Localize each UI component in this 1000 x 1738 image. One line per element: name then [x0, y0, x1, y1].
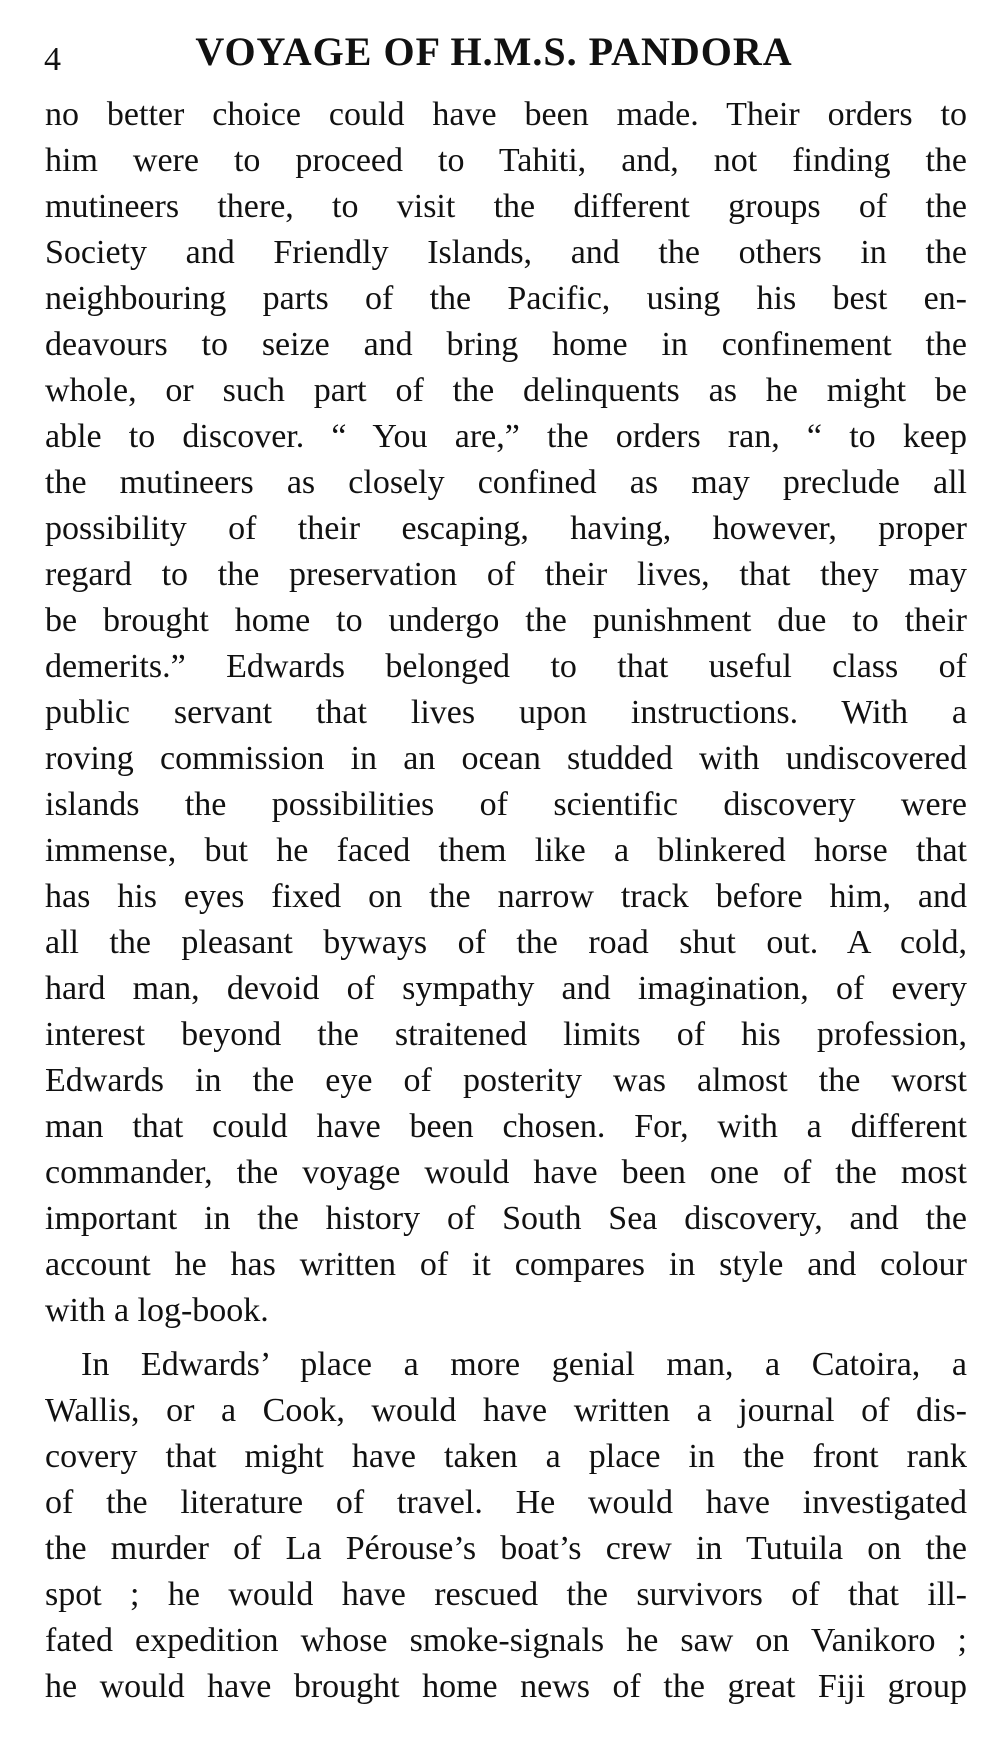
text-line: man that could have been chosen. For, with a different: [45, 1108, 967, 1145]
page-title: VOYAGE OF H.M.S. PANDORA: [195, 29, 793, 74]
text-line: he would have brought home news of the great Fiji group: [45, 1668, 967, 1705]
text-line: of the literature of travel. He would have investigated: [45, 1484, 967, 1521]
text-line: fated expedition whose smoke-signals he saw on Vanikoro ;: [45, 1622, 967, 1659]
text-line: demerits.” Edwards belonged to that useful class of: [45, 648, 967, 685]
text-line: Edwards in the eye of posterity was almost the worst: [45, 1062, 967, 1099]
body-text: [45, 92, 967, 1710]
text-line: islands the possibilities of scientific discovery were: [45, 786, 967, 823]
text-line: possibility of their escaping, having, however, proper: [45, 510, 967, 547]
text-line: him were to proceed to Tahiti, and, not finding the: [45, 142, 967, 179]
text-line: be brought home to undergo the punishment due to their: [45, 602, 967, 639]
text-line: has his eyes fixed on the narrow track before him, and: [45, 878, 967, 915]
text-line: covery that might have taken a place in the front rank: [45, 1438, 967, 1475]
text-line: regard to the preservation of their lives, that they may: [45, 556, 967, 593]
text-line: interest beyond the straitened limits of his profession,: [45, 1016, 967, 1053]
text-line: immense, but he faced them like a blinkered horse that: [45, 832, 967, 869]
paragraph-2: [45, 1342, 967, 1710]
text-line: important in the history of South Sea discovery, and the: [45, 1200, 967, 1237]
paragraph-1: [45, 92, 967, 1334]
text-line: deavours to seize and bring home in confinement the: [45, 326, 967, 363]
text-line: the mutineers as closely confined as may preclude all: [45, 464, 967, 501]
text-line: the murder of La Pérouse’s boat’s crew in Tutuila on the: [45, 1530, 967, 1567]
running-head: [44, 22, 964, 82]
text-line: able to discover. “ You are,” the orders ran, “ to keep: [45, 418, 967, 455]
text-line: neighbouring parts of the Pacific, using his best en-: [45, 280, 967, 317]
paragraph-gap: [45, 1334, 967, 1342]
text-line: all the pleasant byways of the road shut out. A cold,: [45, 924, 967, 961]
page-number: 4: [44, 41, 61, 78]
text-line: hard man, devoid of sympathy and imagination, of every: [45, 970, 967, 1007]
text-line: whole, or such part of the delinquents as he might be: [45, 372, 967, 409]
text-line: roving commission in an ocean studded with undiscovered: [45, 740, 967, 777]
text-line: In Edwards’ place a more genial man, a Catoira, a: [81, 1346, 967, 1383]
text-line: commander, the voyage would have been one of the most: [45, 1154, 967, 1191]
text-line: no better choice could have been made. Their orders to: [45, 96, 967, 133]
text-line: Wallis, or a Cook, would have written a journal of dis-: [45, 1392, 967, 1429]
text-line: spot ; he would have rescued the survivors of that ill-: [45, 1576, 967, 1613]
text-line: public servant that lives upon instructions. With a: [45, 694, 967, 731]
text-line: Society and Friendly Islands, and the others in the: [45, 234, 967, 271]
text-line: with a log-book.: [45, 1292, 269, 1329]
text-line: account he has written of it compares in style and colour: [45, 1246, 967, 1283]
text-line: mutineers there, to visit the different groups of the: [45, 188, 967, 225]
